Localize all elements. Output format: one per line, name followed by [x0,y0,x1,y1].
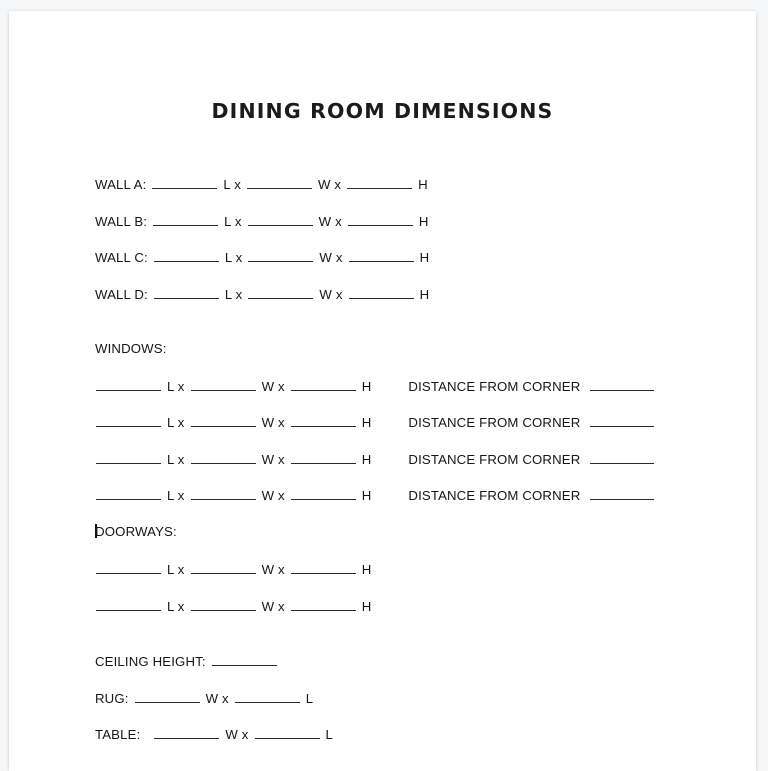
table-width-blank[interactable] [154,726,219,739]
wall-c-unit-w: W x [319,250,343,266]
wall-d-unit-l: L x [224,286,243,302]
doorway-1-unit-h: H [361,562,372,578]
window-3-unit-l: L x [167,451,185,467]
window-2-unit-l: L x [167,415,185,431]
rug-unit-w: W x [205,690,229,706]
doorway-1-height-blank[interactable] [291,561,356,574]
doorway-row-1[interactable] [95,561,371,577]
doorway-1-length-blank[interactable] [96,561,161,574]
wall-b-label: WALL B: [95,213,148,229]
window-row-3[interactable] [95,451,655,467]
window-4-length-blank[interactable] [96,487,161,500]
window-row-1[interactable] [95,378,655,394]
window-4-corner-blank[interactable] [590,487,654,500]
wall-row-c[interactable] [95,249,429,265]
doorway-2-width-blank[interactable] [191,598,256,611]
doorway-2-unit-l: L x [167,598,185,614]
wall-a-unit-h: H [418,177,428,193]
wall-b-width-blank[interactable] [248,213,313,226]
ceiling-height-blank[interactable] [212,653,277,666]
wall-a-label: WALL A: [95,177,147,193]
doorways-heading-line[interactable] [95,524,177,539]
window-1-unit-h: H [361,378,372,394]
window-4-height-blank[interactable] [291,487,356,500]
table-length-blank[interactable] [255,726,320,739]
window-4-unit-h: H [361,488,372,504]
window-3-height-blank[interactable] [291,451,356,464]
window-1-unit-w: W x [261,378,285,394]
window-3-width-blank[interactable] [191,451,256,464]
wall-row-b[interactable] [95,213,429,229]
wall-a-height-blank[interactable] [347,176,412,189]
window-2-width-blank[interactable] [191,414,256,427]
wall-c-width-blank[interactable] [248,249,313,262]
wall-d-unit-w: W x [319,286,343,302]
doorway-2-unit-w: W x [261,598,285,614]
ceiling-height-row[interactable] [95,653,278,669]
wall-a-unit-l: L x [223,177,241,193]
wall-c-length-blank[interactable] [154,249,219,262]
window-4-unit-l: L x [167,488,185,504]
rug-row[interactable] [95,690,313,706]
page-title: DINING ROOM DIMENSIONS [211,99,554,123]
table-label: TABLE: [95,727,141,743]
rug-label: RUG: [95,690,129,706]
window-1-length-blank[interactable] [96,378,161,391]
window-3-corner-label: DISTANCE FROM CORNER [408,451,581,467]
wall-b-unit-h: H [418,213,429,229]
wall-c-unit-l: L x [224,250,243,266]
doorway-2-height-blank[interactable] [291,598,356,611]
wall-d-width-blank[interactable] [248,286,313,299]
rug-unit-l: L [305,690,314,706]
wall-d-length-blank[interactable] [154,286,219,299]
doorway-1-unit-l: L x [167,562,185,578]
table-row[interactable] [95,726,333,742]
wall-row-a[interactable] [95,176,428,192]
wall-c-height-blank[interactable] [349,249,414,262]
wall-b-length-blank[interactable] [153,213,218,226]
window-2-unit-h: H [361,415,372,431]
wall-a-length-blank[interactable] [152,176,217,189]
window-3-unit-w: W x [261,451,285,467]
doorway-row-2[interactable] [95,598,371,614]
ceiling-height-label: CEILING HEIGHT: [95,654,206,670]
window-1-corner-blank[interactable] [590,378,654,391]
wall-d-height-blank[interactable] [349,286,414,299]
window-4-corner-label: DISTANCE FROM CORNER [408,488,581,504]
window-1-corner-label: DISTANCE FROM CORNER [408,378,581,394]
window-2-length-blank[interactable] [96,414,161,427]
table-unit-w: W x [225,727,249,743]
window-2-unit-w: W x [261,415,285,431]
window-row-2[interactable] [95,414,655,430]
doorways-heading: DOORWAYS: [95,524,177,539]
wall-a-unit-w: W x [317,177,342,193]
rug-length-blank[interactable] [235,690,300,703]
window-1-width-blank[interactable] [191,378,256,391]
rug-width-blank[interactable] [135,690,200,703]
window-2-height-blank[interactable] [291,414,356,427]
window-2-corner-blank[interactable] [590,414,654,427]
windows-heading: WINDOWS: [95,341,167,356]
window-4-width-blank[interactable] [191,487,256,500]
window-2-corner-label: DISTANCE FROM CORNER [408,415,581,431]
wall-b-height-blank[interactable] [348,213,413,226]
window-1-unit-l: L x [167,378,185,394]
window-3-corner-blank[interactable] [590,451,654,464]
wall-b-unit-l: L x [224,213,242,229]
wall-d-unit-h: H [419,286,430,302]
wall-c-unit-h: H [419,250,430,266]
window-3-unit-h: H [361,451,372,467]
doorway-2-unit-h: H [361,598,372,614]
wall-b-unit-w: W x [318,213,342,229]
wall-c-label: WALL C: [95,250,148,266]
wall-row-d[interactable] [95,286,429,302]
wall-a-width-blank[interactable] [247,176,312,189]
window-1-height-blank[interactable] [291,378,356,391]
table-unit-l: L [325,727,334,743]
doorway-1-width-blank[interactable] [191,561,256,574]
window-3-length-blank[interactable] [96,451,161,464]
wall-d-label: WALL D: [95,286,148,302]
window-row-4[interactable] [95,487,655,503]
doorway-2-length-blank[interactable] [96,598,161,611]
window-4-unit-w: W x [261,488,285,504]
document-page[interactable] [9,11,756,771]
doorway-1-unit-w: W x [261,562,285,578]
